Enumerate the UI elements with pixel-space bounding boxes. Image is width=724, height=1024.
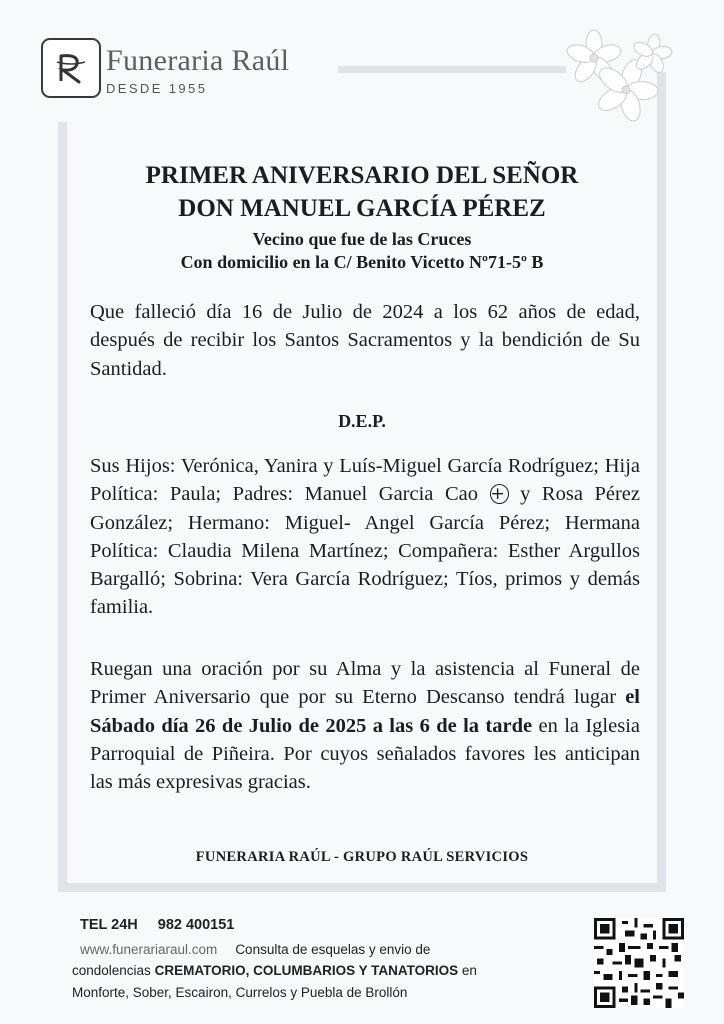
- brand-name: Funeraria Raúl: [106, 44, 290, 77]
- phone-label: TEL 24H: [80, 917, 138, 933]
- qr-code-icon[interactable]: [594, 918, 684, 1008]
- funeraria-logo-icon: [41, 38, 101, 98]
- notice-title-line1: PRIMER ANIVERSARIO DEL SEÑOR: [145, 162, 579, 189]
- notice-subtitle-line1: Vecino que fue de las Cruces: [252, 229, 472, 249]
- service-date: el Sábado día 26 de Julio de 2025 a las 6 de la tarde: [90, 686, 640, 737]
- brand-since: DESDE 1955: [106, 81, 208, 96]
- dep-heading: D.E.P.: [338, 411, 386, 431]
- phone-line: [80, 917, 234, 933]
- footer-organization: FUNERARIA RAÚL - GRUPO RAÚL SERVICIOS: [195, 849, 529, 865]
- contact-line2-bold: CREMATORIO, COLUMBARIOS Y TANATORIOS: [154, 963, 459, 978]
- frame-bottom: [58, 883, 666, 892]
- phone-number[interactable]: 982 400151: [157, 917, 235, 933]
- service-paragraph: [90, 655, 640, 796]
- death-paragraph: Que falleció día 16 de Julio de 2024 a los 62 años de edad, después de recibir los Santos Sacramentos y la bendición de Su Santidad.: [90, 301, 640, 380]
- cross-icon: +: [490, 484, 509, 504]
- contact-line2-suffix: en: [461, 963, 477, 978]
- family-text-part1: Sus Hijos: Verónica, Yanira y Luís-Miguel García Rodríguez; Hija Política: Paula; Padres: Manuel Garcia Cao: [90, 455, 640, 506]
- notice-subtitle-line2: Con domicilio en la C/ Benito Vicetto Nº71-5º B: [180, 252, 544, 272]
- contact-line2: [72, 963, 477, 978]
- contact-line1: [80, 942, 430, 957]
- notice-title-line2: DON MANUEL GARCÍA PÉREZ: [178, 195, 546, 222]
- family-text-part2: y Rosa Pérez González; Hermano: Miguel- Angel García Pérez; Hermana Política: Claudia Milena Martínez; Compañera: Esther Argullos Bargalló; Sobrina: Vera García Rodríguez; Tíos, primos y demás familia.: [90, 483, 641, 619]
- service-text-part2: en la Iglesia Parroquial de Piñeira. Por cuyos señalados favores les anticipan las más expresivas gracias.: [90, 714, 640, 794]
- frame-top: [338, 66, 566, 73]
- contact-line3: Monforte, Sober, Escairon, Currelos y Puebla de Brollón: [72, 985, 408, 1000]
- contact-line2-prefix: condolencias: [72, 963, 151, 978]
- contact-line1-text: Consulta de esquelas y envio de: [235, 942, 431, 957]
- website-link[interactable]: www.funerariaraul.com: [80, 942, 218, 957]
- family-paragraph: [90, 452, 640, 622]
- plumeria-flowers-icon: [552, 28, 684, 136]
- service-text-part1: Ruegan una oración por su Alma y la asistencia al Funeral de Primer Aniversario que por su Eterno Descanso tendrá lugar: [90, 658, 640, 709]
